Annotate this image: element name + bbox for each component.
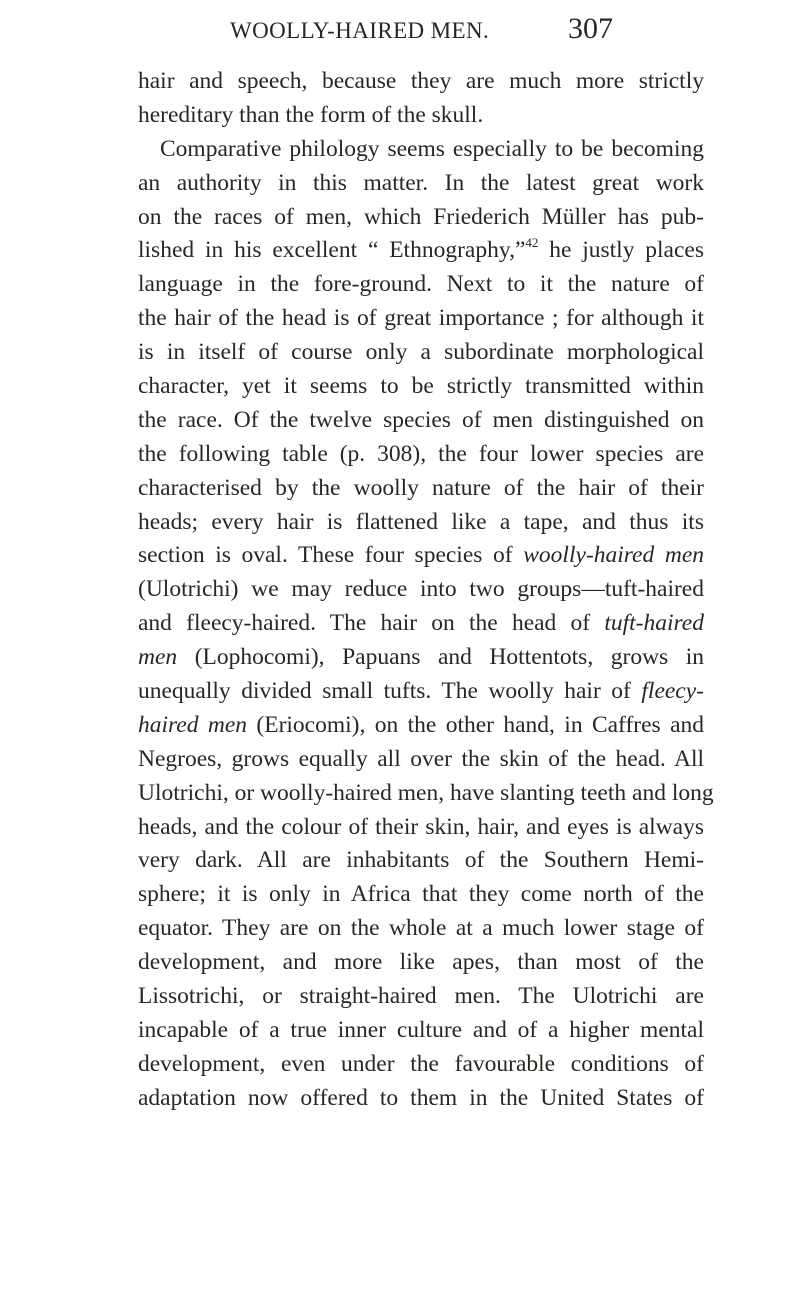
italic-term: men (138, 644, 178, 671)
text-line: development, and more like apes, than most of the (138, 949, 704, 976)
text-line: character, yet it seems to be strictly transmitted within (138, 373, 704, 400)
text-line: development, even under the favourable conditions of (138, 1050, 704, 1077)
text-line (138, 675, 704, 709)
text-segment: (Lophocomi), Papuans and Hottentots, grows in (177, 644, 704, 671)
text-segment: unequally divided small tufts. The woolly hair of (138, 678, 642, 705)
body-text (138, 65, 714, 1116)
text-line: on the races of men, which Friederich Müller has pub- (138, 203, 704, 230)
text-line: Ulotrichi, or woolly-haired men, have slanting teeth and long (138, 779, 714, 806)
text-segment: and fleecy-haired. The hair on the head of (138, 610, 605, 637)
text-line (138, 709, 704, 743)
page-number: 307 (568, 12, 613, 45)
text-line (138, 234, 704, 268)
text-line: the hair of the head is of great importance ; for although it (138, 305, 704, 332)
text-line: the following table (p. 308), the four lower species are (138, 440, 704, 467)
text-line: adaptation now offered to them in the United States of (138, 1084, 704, 1111)
text-segment: he justly places (538, 237, 704, 264)
text-line: incapable of a true inner culture and of a higher mental (138, 1016, 704, 1043)
text-line: language in the fore-ground. Next to it the nature of (138, 271, 704, 298)
footnote-marker: 42 (525, 235, 539, 251)
text-line: hair and speech, because they are much more strictly (138, 68, 704, 94)
text-line: Lissotrichi, or straight-haired men. The Ulotrichi are (138, 983, 704, 1010)
text-line: Negroes, grows equally all over the skin of the head. All (138, 745, 704, 772)
italic-term: fleecy- (641, 678, 704, 705)
italic-term: woolly-haired men (523, 542, 704, 569)
page-header (0, 10, 800, 54)
text-line: (Ulotrichi) we may reduce into two groups—tuft-haired (138, 576, 704, 603)
text-line: hereditary than the form of the skull. (138, 101, 484, 128)
text-line (138, 641, 704, 675)
text-line: is in itself of course only a subordinate morphological (138, 339, 704, 366)
text-line: an authority in this matter. In the latest great work (138, 169, 704, 196)
text-segment: lished in his excellent “ Ethnography,” (138, 237, 526, 264)
italic-term: tuft-haired (604, 610, 704, 637)
text-line: the race. Of the twelve species of men distinguished on (138, 406, 704, 433)
text-line: heads; every hair is flattened like a tape, and thus its (138, 508, 704, 535)
text-line: Comparative philology seems especially to be becoming (160, 135, 704, 162)
text-segment: (Eriocomi), on the other hand, in Caffres and (247, 711, 704, 738)
text-line: very dark. All are inhabitants of the Southern Hemi- (138, 847, 704, 874)
running-head: WOOLLY-HAIRED MEN. (230, 18, 490, 43)
text-line: sphere; it is only in Africa that they come north of the (138, 881, 704, 908)
text-line (138, 607, 704, 641)
text-line (138, 539, 704, 573)
text-line: equator. They are on the whole at a much lower stage of (138, 915, 704, 942)
italic-term: haired men (138, 711, 248, 738)
text-segment: section is oval. These four species of (138, 542, 524, 569)
text-line: characterised by the woolly nature of the hair of their (138, 474, 704, 501)
text-line: heads, and the colour of their skin, hair, and eyes is always (138, 813, 704, 840)
